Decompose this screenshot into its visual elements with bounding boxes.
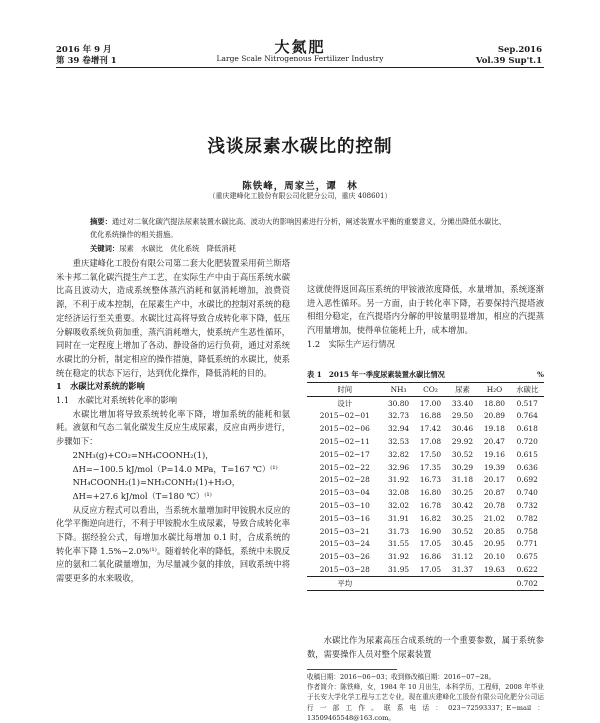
table-cell: 0.517 <box>516 398 538 408</box>
footnote-received: 收稿日期：2016−06−03；收到修改稿日期：2016−07−28。 <box>307 673 496 681</box>
table-cell: 2015−02−17 <box>319 449 370 459</box>
table-cell: 16.88 <box>419 411 442 421</box>
continued-paragraph: 这就使得返回高压系统的甲铵液浓度降低，水量增加，系统逐渐进入恶性循环。另一方面，由于转化率下降，若要保持汽提塔液相组分稳定，在汽提塔内分解的甲铵量明显增加，相应的汽提蒸汽用量增加，使得单位能耗上升，成本增加。 <box>307 284 544 336</box>
keywords-text: 尿素 水碳比 优化系统 降低消耗 <box>119 244 236 253</box>
table-cell: 2015−03−10 <box>319 501 370 511</box>
header-rule <box>56 67 544 68</box>
table-cell: 32.94 <box>387 424 410 434</box>
footnote-rule <box>307 669 397 670</box>
table-cell: 20.85 <box>483 526 506 536</box>
table-cell: 2015−02−22 <box>319 462 370 472</box>
table-cell: 0.618 <box>516 424 538 434</box>
abstract-text: 通过对二氧化碳汽提法尿素装置水碳比高、波动大的影响因素进行分析，阐述装置水平衡的重要意义，分摊出降低水碳比、优化系统操作的相关措施。 <box>90 217 506 239</box>
abstract-label: 摘要： <box>90 217 112 226</box>
table-cell: 17.05 <box>419 565 442 575</box>
table-unit: % <box>537 370 544 379</box>
table-cell: 32.82 <box>387 449 410 459</box>
table-cell: 20.10 <box>483 552 506 562</box>
footnote <box>307 672 544 723</box>
paper-title: 浅谈尿素水碳比的控制 <box>207 137 393 157</box>
table-cell: 32.73 <box>387 411 410 421</box>
table-cell: 30.29 <box>451 462 474 472</box>
table-cell: 30.80 <box>387 398 410 408</box>
table-cell: 31.12 <box>451 552 474 562</box>
table-cell: 2015−03−21 <box>319 526 370 536</box>
table-header-cell: 时间 <box>337 384 353 394</box>
table-cell: 20.95 <box>483 539 506 549</box>
intro-paragraph: 重庆建峰化工股份有限公司第二套大化肥装置采用荷兰斯塔米卡邦二氧化碳汽提生产工艺，在实际生产中由于高压系统水碳比高且波动大，造成系统整体蒸汽消耗和氨消耗增加，浪费资源，不利于成本控制，在尿素生产中，水碳比的控制对系统的稳定经济运行至关重要。水碳比过高将导致合成转化率下降，低压分解吸收系统负荷加重，蒸汽消耗增大，使系统产生恶性循环，同时在一定程度上增加了各动、静设备的运行负荷，通过对系统水碳比的分析，制定相应的操作措施，降低系统的水碳比，使系统在稳定的状态下运行，达到优化操作，降低消耗的目的。 <box>56 258 290 378</box>
table-row <box>307 563 544 576</box>
journal-name-en: Large Scale Nitrogenous Fertilizer Industry <box>216 54 384 63</box>
table-cell: 0.740 <box>516 488 538 498</box>
header-volume: 第 39 卷增刊 1 <box>56 56 117 66</box>
table-cell: 0.720 <box>516 437 538 447</box>
footnote-author-intro: 作者简介：陈铁峰，女，1984 年 10 月出生，本科学历，工程师，2008 年毕业于长安大学化学工程与工艺专业，现在重庆建峰化工股份有限公司化肥分公司运行一部工作。联系电话：023−72593337；E−mail：13509465548@163.com。 <box>307 683 544 722</box>
table-cell: 16.86 <box>419 552 442 562</box>
equation-2-enthalpy: ΔH=+27.6 kJ/mol（T=180 ℃）⁽¹⁾ <box>72 490 212 501</box>
table-cell: 18.80 <box>483 398 506 408</box>
journal-logo: 大氮肥 <box>274 38 326 56</box>
keywords <box>90 243 510 255</box>
table-cell: 17.00 <box>419 398 442 408</box>
table-cell: 20.17 <box>483 475 506 485</box>
table-cell: 32.02 <box>387 501 410 511</box>
table-cell: 31.73 <box>387 526 410 536</box>
water-carbon-ratio-table <box>307 382 544 591</box>
table-cell: 0.782 <box>516 513 538 523</box>
table-cell: 20.47 <box>483 437 506 447</box>
table-cell: 17.35 <box>419 462 442 472</box>
right-column-top <box>307 283 544 352</box>
table-cell: 16.78 <box>419 501 442 511</box>
header-date: 2016 年 9 月 <box>56 45 112 55</box>
table-cell: 30.42 <box>451 501 474 511</box>
table-cell: 16.80 <box>419 488 442 498</box>
abstract <box>90 216 510 241</box>
table-title: 表 1 2015 年一季度尿素装置水碳比情况 <box>307 370 445 379</box>
table-row <box>307 550 544 563</box>
table-cell: 30.52 <box>451 449 474 459</box>
keywords-label: 关键词： <box>90 244 120 253</box>
section-1-2-heading: 1.2 实际生产运行情况 <box>307 338 395 349</box>
table-cell: 2015−02−06 <box>319 424 370 434</box>
table-cell: 21.02 <box>483 513 506 523</box>
table-cell: 2015−02−11 <box>319 437 370 447</box>
table-cell: 2015−03−26 <box>319 552 370 562</box>
table-header-cell: NH₃ <box>390 384 407 394</box>
table-row <box>307 525 544 538</box>
table-row <box>307 422 544 435</box>
table-row <box>307 435 544 448</box>
table-caption <box>307 370 544 380</box>
table-cell: 29.50 <box>451 411 474 421</box>
table-footer-label: 平均 <box>337 578 353 588</box>
table-row <box>307 461 544 474</box>
table-row <box>307 410 544 423</box>
table-cell: 0.615 <box>516 449 538 459</box>
table-cell: 32.96 <box>387 462 410 472</box>
table-cell: 0.764 <box>516 411 538 421</box>
table-cell: 31.92 <box>387 475 410 485</box>
table-cell: 31.95 <box>387 565 410 575</box>
table-cell: 30.45 <box>451 539 474 549</box>
table-cell: 16.73 <box>419 475 442 485</box>
table-cell: 2015−02−28 <box>319 475 370 485</box>
table-cell: 17.50 <box>419 449 442 459</box>
table-footer-row <box>307 576 544 590</box>
table-row <box>307 499 544 512</box>
header-right <box>476 45 542 67</box>
table-cell: 30.25 <box>451 488 474 498</box>
table-cell: 31.55 <box>387 539 410 549</box>
authors: 陈铁峰，周家兰，谭 林 <box>242 181 358 192</box>
table-cell: 32.53 <box>387 437 410 447</box>
table-cell: 0.732 <box>516 501 538 511</box>
table-header-cell: 尿素 <box>455 384 470 394</box>
table-cell: 2015−03−16 <box>319 513 370 523</box>
equation-2: NH₄COONH₂(1)=NH₂CONH₂(1)+H₂O， <box>72 477 241 488</box>
left-column <box>56 257 290 586</box>
table-cell: 设计 <box>337 398 353 408</box>
reaction-analysis-paragraph: 从反应方程式可以看出，当系统水量增加时甲铵脱水反应的化学平衡逆向进行，不利于甲铵脱水生成尿素，导致合成转化率下降。据经验公式，每增加水碳比每增加 0.1 时，合成系统的转化率下降 1.5%~2.0%⁽¹⁾。随着转化率的降低，系统中未脱反应的氨和二氧化碳量增加，为尽量减少氨的排放，回收系统中将需要更多的水来吸收， <box>56 504 290 584</box>
table-cell: 20.89 <box>483 411 506 421</box>
section-1-1-paragraph: 水碳比增加将导致系统转化率下降，增加系统的能耗和氨耗。液氨和气态二氧化碳发生反应生成尿素，反应由两步进行，步骤如下： <box>56 408 290 447</box>
table-footer-value: 0.702 <box>516 578 538 588</box>
table-cell: 16.82 <box>419 513 442 523</box>
section-1-2-paragraph: 水碳比作为尿素高压合成系统的一个重要参数，属于系统参数，需要操作人员对整个尿素装置 <box>307 635 544 659</box>
table-header-cell: 水碳比 <box>516 384 539 394</box>
table-header-row <box>307 383 544 397</box>
table-row <box>307 512 544 525</box>
table-cell: 17.08 <box>419 437 442 447</box>
header-date-en: Sep.2016 <box>497 45 542 55</box>
table-cell: 29.92 <box>451 437 474 447</box>
table-cell: 2015−02−01 <box>319 411 370 421</box>
table-cell: 0.636 <box>516 462 538 472</box>
table-cell: 19.18 <box>483 424 506 434</box>
table-cell: 31.91 <box>387 513 410 523</box>
section-1-heading: 1 水碳比对系统的影响 <box>56 381 145 392</box>
equation-1-enthalpy: ΔH=−100.5 kJ/mol（P=14.0 MPa，T=167 ℃）⁽¹⁾ <box>72 463 278 474</box>
header-volume-en: Vol.39 Sup't.1 <box>475 56 542 66</box>
right-column-bottom <box>307 634 544 661</box>
table-cell: 19.63 <box>483 565 506 575</box>
table-cell: 0.771 <box>516 539 538 549</box>
table-cell: 30.46 <box>451 424 474 434</box>
table-cell: 20.78 <box>483 501 506 511</box>
table-cell: 0.675 <box>516 552 538 562</box>
table-cell: 32.08 <box>387 488 410 498</box>
table-cell: 31.92 <box>387 552 410 562</box>
table-row <box>307 538 544 551</box>
equation-1: 2NH₃(g)+CO₂=NH₄COONH₂(1)， <box>72 449 214 460</box>
table-header-cell: CO₂ <box>423 384 438 394</box>
table-row <box>307 448 544 461</box>
table-cell: 19.16 <box>483 449 506 459</box>
table-cell: 20.87 <box>483 488 506 498</box>
table-cell: 16.90 <box>419 526 442 536</box>
affiliation: （重庆建峰化工股份有限公司化肥分公司，重庆 408601） <box>208 192 392 200</box>
table-cell: 0.758 <box>516 526 538 536</box>
table-cell: 2015−03−28 <box>319 565 370 575</box>
table-cell: 2015−03−04 <box>319 488 370 498</box>
table-body <box>307 396 544 576</box>
table-cell: 0.622 <box>516 565 538 575</box>
table-row <box>307 396 544 409</box>
table-cell: 0.692 <box>516 475 538 485</box>
section-1-1-heading: 1.1 水碳比对系统转化率的影响 <box>56 395 178 406</box>
table-header-cell: H₂O <box>486 384 503 394</box>
table-cell: 33.40 <box>451 398 474 408</box>
table-cell: 2015−03−24 <box>319 539 370 549</box>
table-row <box>307 486 544 499</box>
table-cell: 31.18 <box>451 475 474 485</box>
table-cell: 17.05 <box>419 539 442 549</box>
table-cell: 31.37 <box>451 565 474 575</box>
table-cell: 30.52 <box>451 526 474 536</box>
table-cell: 30.25 <box>451 513 474 523</box>
table-cell: 17.42 <box>419 424 442 434</box>
table-row <box>307 474 544 487</box>
table-cell: 19.39 <box>483 462 506 472</box>
